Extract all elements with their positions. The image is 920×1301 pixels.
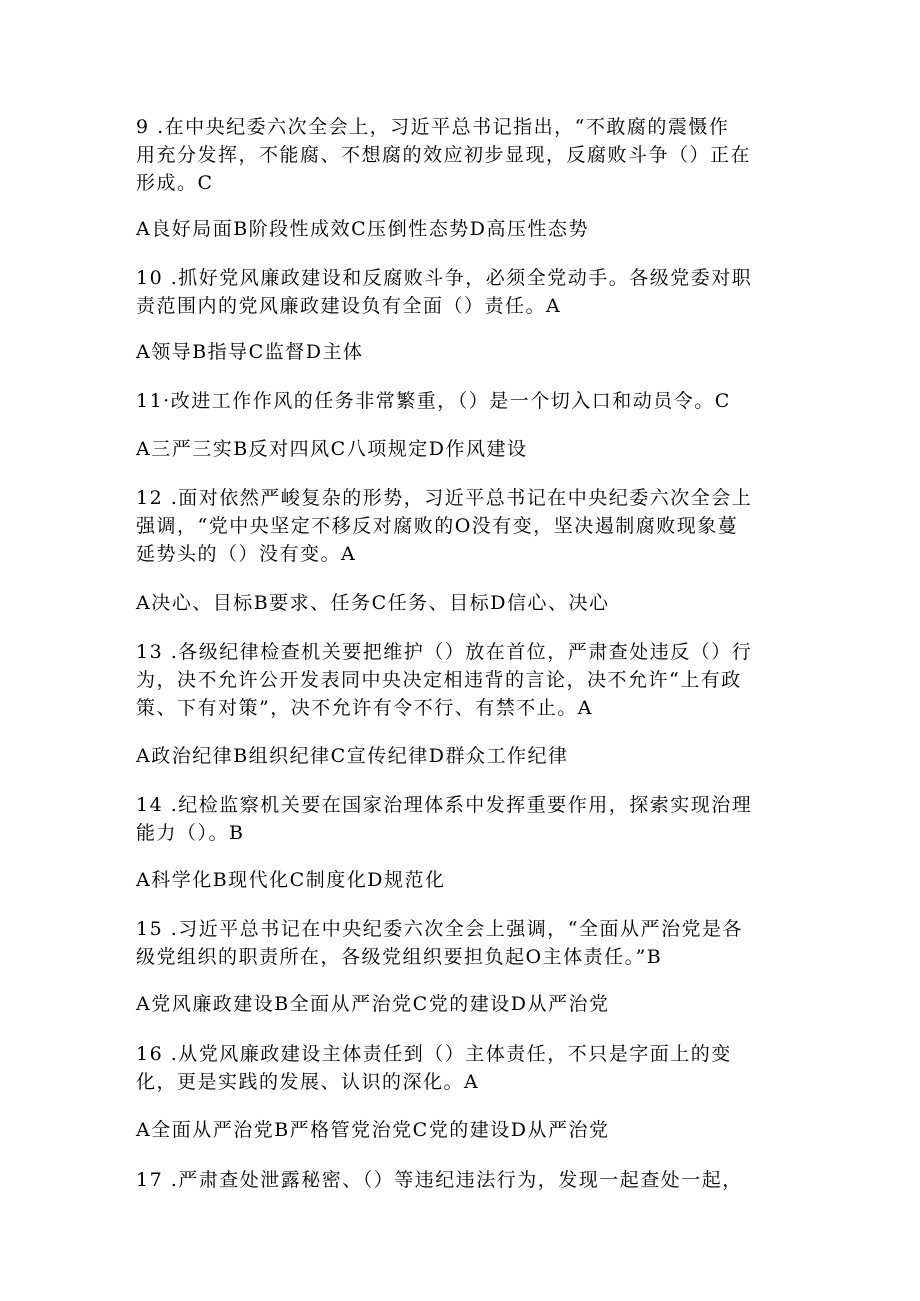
options-14 <box>136 866 796 894</box>
question-line: 13 .各级纪律检查机关要把维护（）放在首位，严肃查处违反（）行 <box>136 641 753 663</box>
question-13 <box>136 638 796 722</box>
options-11 <box>136 435 796 463</box>
question-10 <box>136 264 796 320</box>
question-line: 级党组织的职责所在，各级党组织要担负起O主体责任。”B <box>136 946 663 968</box>
options-line: A良好局面B阶段性成效C压倒性态势D高压性态势 <box>136 218 589 240</box>
question-9 <box>136 113 796 197</box>
question-line: 用充分发挥，不能腐、不想腐的效应初步显现，反腐败斗争（）正在 <box>136 144 752 166</box>
options-9 <box>136 215 796 243</box>
options-line: A政治纪律B组织纪律C宣传纪律D群众工作纪律 <box>136 745 569 767</box>
question-line: 策、下有对策”，决不允许有令不行、有禁不止。A <box>136 697 593 719</box>
question-line: 17 .严肃查处泄露秘密、（）等违纪违法行为，发现一起查处一起， <box>136 1169 743 1191</box>
options-13 <box>136 742 796 770</box>
question-14 <box>136 791 796 847</box>
question-line: 11·改进工作作风的任务非常繁重，（）是一个切入口和动员令。C <box>136 390 731 412</box>
question-line: 12 .面对依然严峻复杂的形势，习近平总书记在中央纪委六次全会上 <box>136 487 753 509</box>
options-line: A科学化B现代化C制度化D规范化 <box>136 869 446 891</box>
question-17 <box>136 1166 796 1194</box>
question-line: 延势头的（）没有变。A <box>136 543 357 565</box>
options-10 <box>136 338 796 366</box>
options-line: A决心、目标B要求、任务C任务、目标D信心、决心 <box>136 592 610 614</box>
question-12 <box>136 484 796 568</box>
question-line: 强调，“党中央坚定不移反对腐败的O没有变，坚决遏制腐败现象蔓 <box>136 515 739 537</box>
question-line: 形成。C <box>136 172 214 194</box>
question-line: 16 .从党风廉政建设主体责任到（）主体责任，不只是字面上的变 <box>136 1043 732 1065</box>
options-12 <box>136 589 796 617</box>
question-15 <box>136 915 796 971</box>
options-16 <box>136 1116 796 1144</box>
question-line: 为，决不允许公开发表同中央决定相违背的言论，决不允许“上有政 <box>136 669 742 691</box>
question-line: 14 .纪检监察机关要在国家治理体系中发挥重要作用，探索实现治理 <box>136 794 753 816</box>
question-11 <box>136 387 796 415</box>
question-16 <box>136 1040 796 1096</box>
options-line: A三严三实B反对四风C八项规定D作风建设 <box>136 438 528 460</box>
question-line: 化，更是实践的发展、认识的深化。A <box>136 1071 480 1093</box>
question-line: 10 .抓好党风廉政建设和反腐败斗争，必须全党动手。各级党委对职 <box>136 267 753 289</box>
question-line: 责范围内的党风廉政建设负有全面（）责任。A <box>136 295 562 317</box>
question-line: 9 .在中央纪委六次全会上，习近平总书记指出，“不敢腐的震慑作 <box>136 116 730 138</box>
options-line: A党风廉政建设B全面从严治党C党的建设D从严治党 <box>136 993 610 1015</box>
options-line: A全面从严治党B严格管党治党C党的建设D从严治党 <box>136 1119 610 1141</box>
question-line: 15 .习近平总书记在中央纪委六次全会上强调，“全面从严治党是各 <box>136 918 743 940</box>
options-15 <box>136 990 796 1018</box>
question-line: 能力（）。B <box>136 822 245 844</box>
options-line: A领导B指导C监督D主体 <box>136 341 364 363</box>
